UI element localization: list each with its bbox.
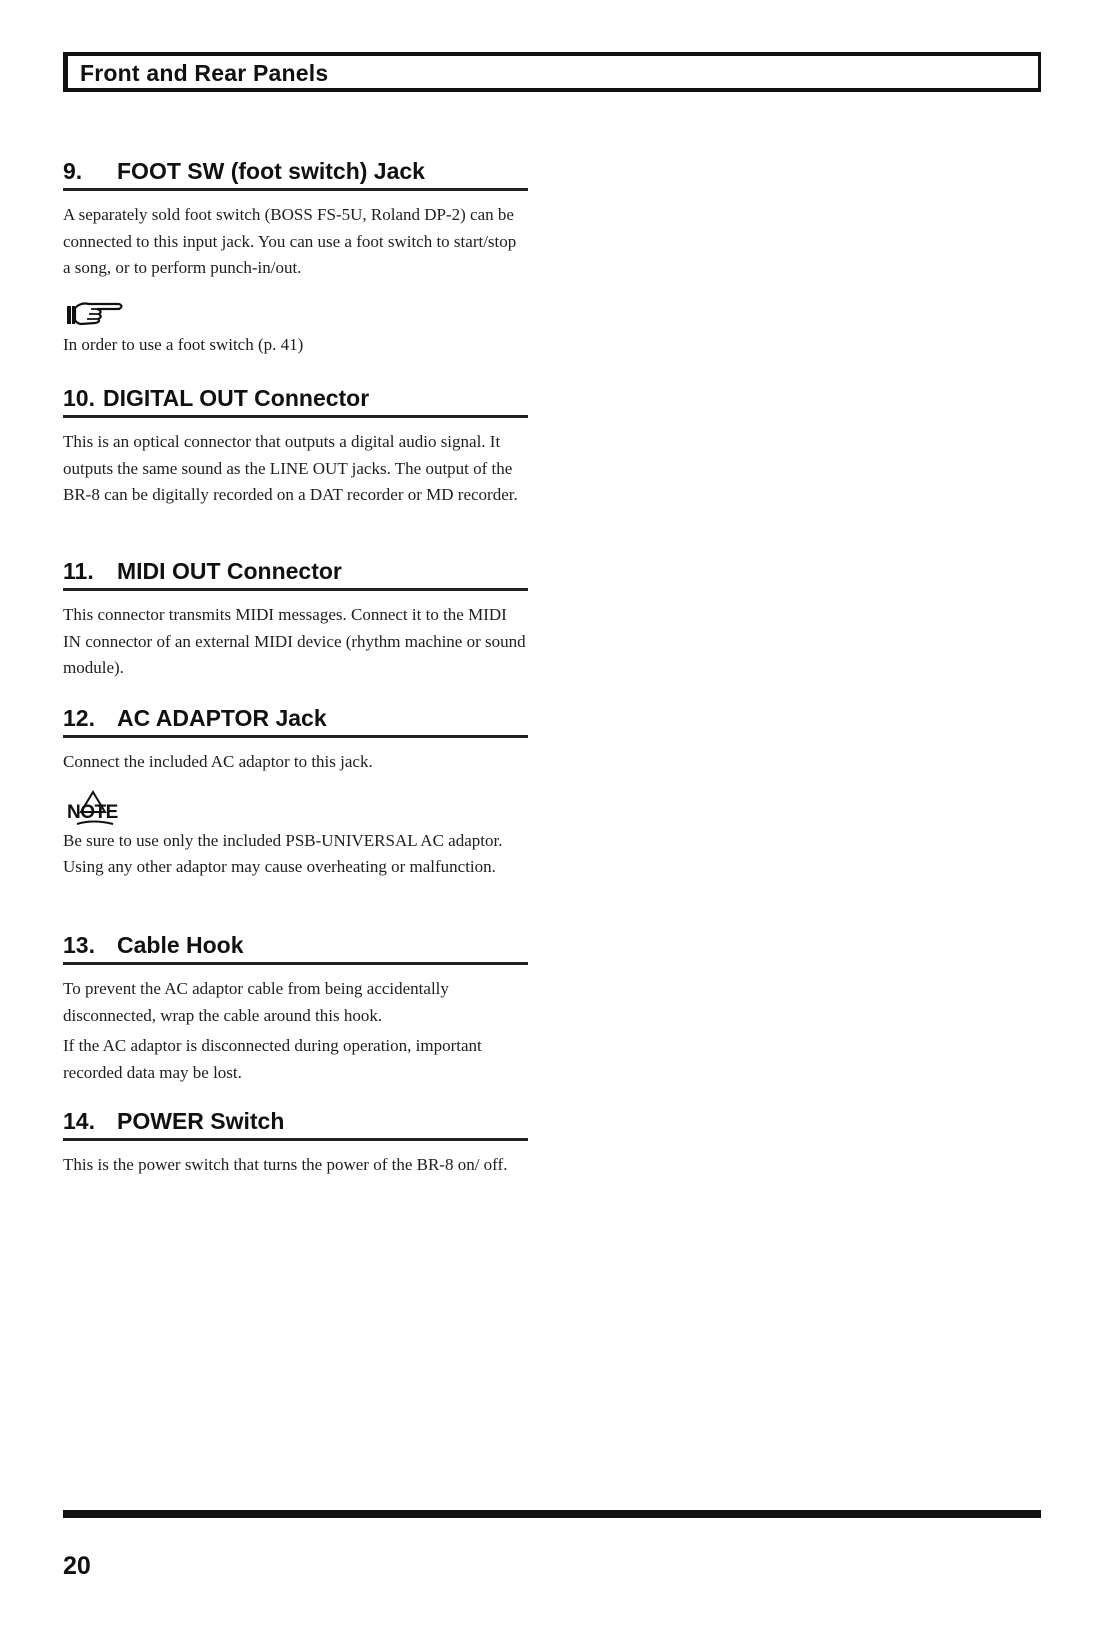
page-section-title: Front and Rear Panels: [80, 60, 329, 86]
section-number: 14.: [63, 1108, 95, 1134]
section-number: 10.: [63, 385, 95, 411]
section-paragraph: This is an optical connector that outputs a digital audio signal. It outputs the same sound as the LINE OUT jacks. The output of the BR-8 can be digitally recorded on a DAT recorder or MD recorder.: [63, 432, 518, 504]
section-heading: [63, 932, 528, 965]
section-midi-out: [63, 558, 528, 682]
reference-text: In order to use a foot switch (p. 41): [63, 334, 304, 354]
section-header-box: [63, 52, 1041, 92]
section-ac-adaptor-jack: [63, 705, 528, 881]
section-heading: [63, 558, 528, 591]
section-number: 13.: [63, 932, 95, 958]
footer-divider: [63, 1510, 1041, 1518]
pointing-hand-icon: [63, 294, 528, 328]
section-title: FOOT SW (foot switch) Jack: [117, 158, 425, 184]
section-paragraph: To prevent the AC adaptor cable from being accidentally disconnected, wrap the cable around this hook.: [63, 979, 449, 1025]
section-title: DIGITAL OUT Connector: [102, 385, 370, 411]
note-icon: [63, 790, 528, 826]
section-number: 11.: [63, 558, 94, 584]
section-heading: [63, 705, 528, 738]
section-paragraph: If the AC adaptor is disconnected during operation, important recorded data may be lost.: [63, 1036, 482, 1082]
section-heading: [63, 385, 528, 418]
section-paragraph: Connect the included AC adaptor to this jack.: [63, 752, 373, 771]
note-label: NOTE: [67, 801, 118, 823]
section-paragraph: This is the power switch that turns the power of the BR-8 on/ off.: [63, 1155, 508, 1174]
section-digital-out: [63, 385, 528, 509]
section-paragraph: This connector transmits MIDI messages. Connect it to the MIDI IN connector of an external MIDI device (rhythm machine or sound module).: [63, 605, 526, 677]
page-number: 20: [63, 1552, 91, 1580]
section-heading: [63, 1108, 528, 1141]
section-number: 9.: [63, 158, 83, 184]
section-number: 12.: [63, 705, 95, 731]
section-title: Cable Hook: [117, 932, 244, 958]
note-text: Be sure to use only the included PSB-UNIVERSAL AC adaptor. Using any other adaptor may cause overheating or malfunction.: [63, 830, 503, 876]
section-paragraph: A separately sold foot switch (BOSS FS-5U, Roland DP-2) can be connected to this input jack. You can use a foot switch to start/stop a song, or to perform punch-in/out.: [63, 205, 517, 277]
section-heading: [63, 158, 528, 191]
section-title: POWER Switch: [117, 1108, 285, 1134]
section-power-switch: [63, 1108, 528, 1179]
section-title: MIDI OUT Connector: [117, 558, 342, 584]
section-title: AC ADAPTOR Jack: [117, 705, 327, 731]
section-cable-hook: [63, 932, 528, 1086]
section-foot-sw-jack: [63, 158, 528, 358]
